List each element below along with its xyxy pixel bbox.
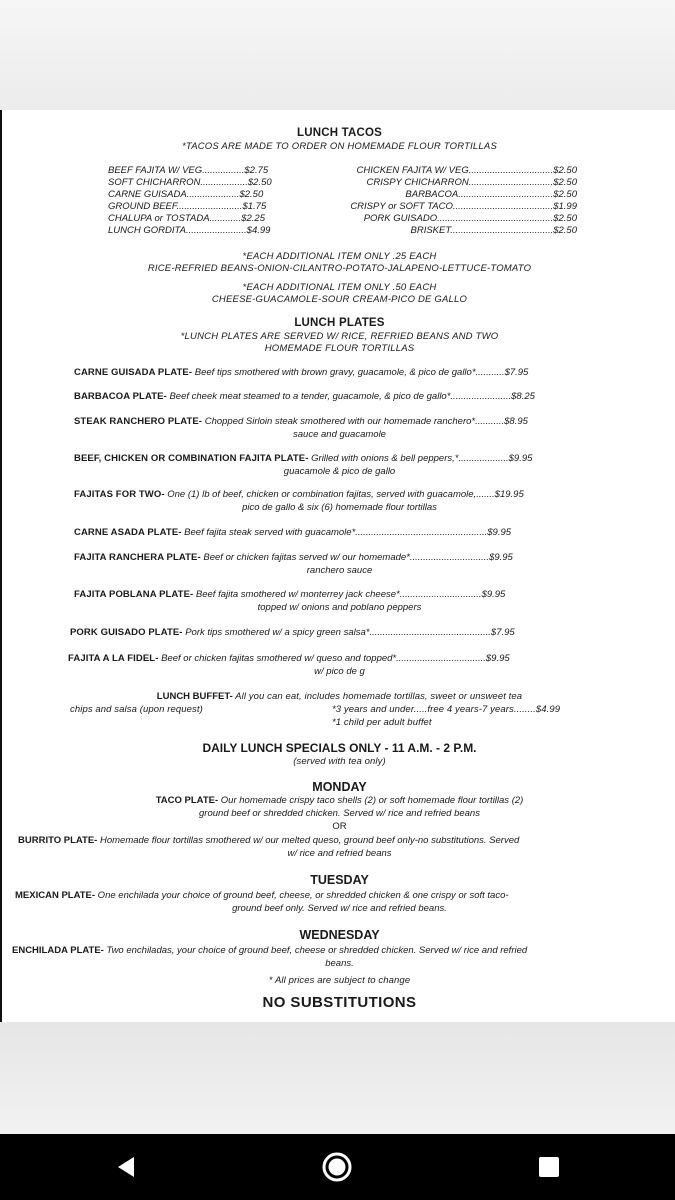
taco-item: CHALUPA or TOSTADA............$2.25 (108, 213, 265, 224)
plate-item: FAJITA A LA FIDEL- Beef or chicken fajitas smothered w/ queso and topped*..................................$9.95 (68, 653, 510, 664)
taco-item: GROUND BEEF.........................$1.75 (108, 201, 267, 212)
taco-item: SOFT CHICHARRON..................$2.50 (108, 177, 272, 188)
monday-burrito-plate-desc: w/ rice and refried beans (287, 848, 392, 859)
taco-item: BRISKET.......................................$2.50 (410, 225, 577, 236)
back-icon (115, 1155, 137, 1179)
plate-item-desc: w/ pico de g (314, 666, 365, 677)
lunch-plates-note: *LUNCH PLATES ARE SERVED W/ RICE, REFRIED BEANS AND TWO (180, 331, 499, 342)
monday-taco-plate-desc: ground beef or shredded chicken. Served w/ rice and refried beans (199, 808, 480, 819)
taco-item: CHICKEN FAJITA W/ VEG................................$2.50 (356, 165, 577, 176)
extra-items-50-list: CHEESE-GUACAMOLE-SOUR CREAM-PICO DE GALLO (211, 294, 468, 305)
monday-burrito-plate: BURRITO PLATE- Homemade flour tortillas smothered w/ our melted queso, ground beef only-no substitutions. Served (18, 835, 520, 846)
plate-item-desc: sauce and guacamole (293, 429, 386, 440)
taco-item: BEEF FAJITA W/ VEG................$2.75 (108, 165, 269, 176)
plate-item: PORK GUISADO PLATE- Pork tips smothered w/ a spicy green salsa*..............................................$7.95 (70, 627, 515, 638)
price-change-note: * All prices are subject to change (268, 975, 411, 986)
plate-item: STEAK RANCHERO PLATE- Chopped Sirloin steak smothered with our homemade ranchero*...........$8.95 (74, 416, 528, 427)
no-substitutions: NO SUBSTITUTIONS (262, 994, 417, 1011)
plate-item: FAJITA RANCHERA PLATE- Beef or chicken fajitas served w/ our homemade*..............................$9.95 (74, 552, 513, 563)
extra-items-50: *EACH ADDITIONAL ITEM ONLY .50 EACH (242, 282, 437, 293)
taco-item: CRISPY or SOFT TACO......................................$1.99 (350, 201, 577, 212)
plate-item-desc: ranchero sauce (306, 565, 373, 576)
buffet-kids-pricing: *3 years and under.....free 4 years-7 years........$4.99 (332, 704, 561, 715)
tuesday-mexican-plate-desc: ground beef only. Served w/ rice and refried beans. (232, 903, 447, 914)
home-button[interactable] (297, 1134, 377, 1200)
plate-item: FAJITAS FOR TWO- One (1) lb of beef, chicken or combination fajitas, served with guacamole,.......$19.95 (74, 489, 524, 500)
extra-items-25: *EACH ADDITIONAL ITEM ONLY .25 EACH (242, 251, 437, 262)
buffet-child-note: *1 child per adult buffet (332, 717, 432, 728)
plate-item: BARBACOA PLATE- Beef cheek meat steamed to a tender, guacamole, & pico de gallo*.......................$8.25 (74, 391, 535, 402)
taco-item: LUNCH GORDITA.......................$4.99 (108, 225, 271, 236)
wednesday-enchilada-plate: ENCHILADA PLATE- Two enchiladas, your choice of ground beef, cheese or shredded chicken. Served w/ rice and refried (12, 945, 528, 956)
viewer-bottom-background (0, 1022, 675, 1134)
lunch-tacos-title: LUNCH TACOS (296, 127, 383, 139)
lunch-tacos-note: *TACOS ARE MADE TO ORDER ON HOMEMADE FLOUR TORTILLAS (182, 141, 497, 152)
lunch-plates-title: LUNCH PLATES (294, 317, 385, 329)
taco-item: BARBACOA....................................$2.50 (405, 189, 577, 200)
plate-item: CARNE ASADA PLATE- Beef fajita steak served with guacamole*..................................................$9.95 (74, 527, 512, 538)
menu-photo (0, 110, 675, 1022)
daily-specials-subtitle: (served with tea only) (293, 756, 386, 767)
taco-item: CARNE GUISADA....................$2.50 (108, 189, 264, 200)
daily-specials-title: DAILY LUNCH SPECIALS ONLY - 11 A.M. - 2 P.M. (202, 741, 477, 755)
lunch-plates-note-2: HOMEMADE FLOUR TORTILLAS (264, 343, 415, 354)
navigation-bar (0, 1134, 675, 1200)
monday-title: MONDAY (312, 780, 367, 794)
taco-item: PORK GUISADO............................................$2.50 (363, 213, 577, 224)
buffet-chips-note: chips and salsa (upon request) (70, 704, 203, 715)
plate-item: FAJITA POBLANA PLATE- Beef fajita smothered w/ monterrey jack cheese*...............................$9.95 (74, 589, 506, 600)
plate-item-desc: topped w/ onions and poblano peppers (257, 602, 422, 613)
tuesday-mexican-plate: MEXICAN PLATE- One enchilada your choice of ground beef, cheese, or shredded chicken & one crispy or soft taco- (15, 890, 509, 901)
wednesday-title: WEDNESDAY (299, 928, 380, 942)
plate-item: CARNE GUISADA PLATE- Beef tips smothered with brown gravy, guacamole, & pico de gallo*...........$7.95 (74, 367, 529, 378)
extra-items-25-list: RICE-REFRIED BEANS-ONION-CILANTRO-POTATO-JALAPENO-LETTUCE-TOMATO (147, 263, 532, 274)
tacos-right-column (332, 165, 577, 237)
wednesday-enchilada-plate-desc: beans. (325, 958, 354, 969)
home-icon (321, 1151, 353, 1183)
monday-or: OR (332, 821, 347, 832)
monday-taco-plate: TACO PLATE- Our homemade crispy taco shells (2) or soft homemade flour tortillas (2) (155, 795, 524, 806)
recents-icon (538, 1156, 560, 1178)
plate-item: BEEF, CHICKEN OR COMBINATION FAJITA PLATE- Grilled with onions & bell peppers,*...................$9.95 (74, 453, 533, 464)
plate-item-desc: pico de gallo & six (6) homemade flour tortillas (242, 502, 437, 513)
tacos-left-column (108, 165, 288, 237)
back-button[interactable] (86, 1134, 166, 1200)
buffet-line: LUNCH BUFFET- All you can eat, includes homemade tortillas, sweet or unsweet tea (156, 691, 523, 702)
recents-button[interactable] (509, 1134, 589, 1200)
plate-item-desc: guacamole & pico de gallo (283, 466, 396, 477)
viewer-top-background (0, 0, 675, 110)
tuesday-title: TUESDAY (310, 873, 369, 887)
taco-item: CRISPY CHICHARRON................................$2.50 (366, 177, 577, 188)
